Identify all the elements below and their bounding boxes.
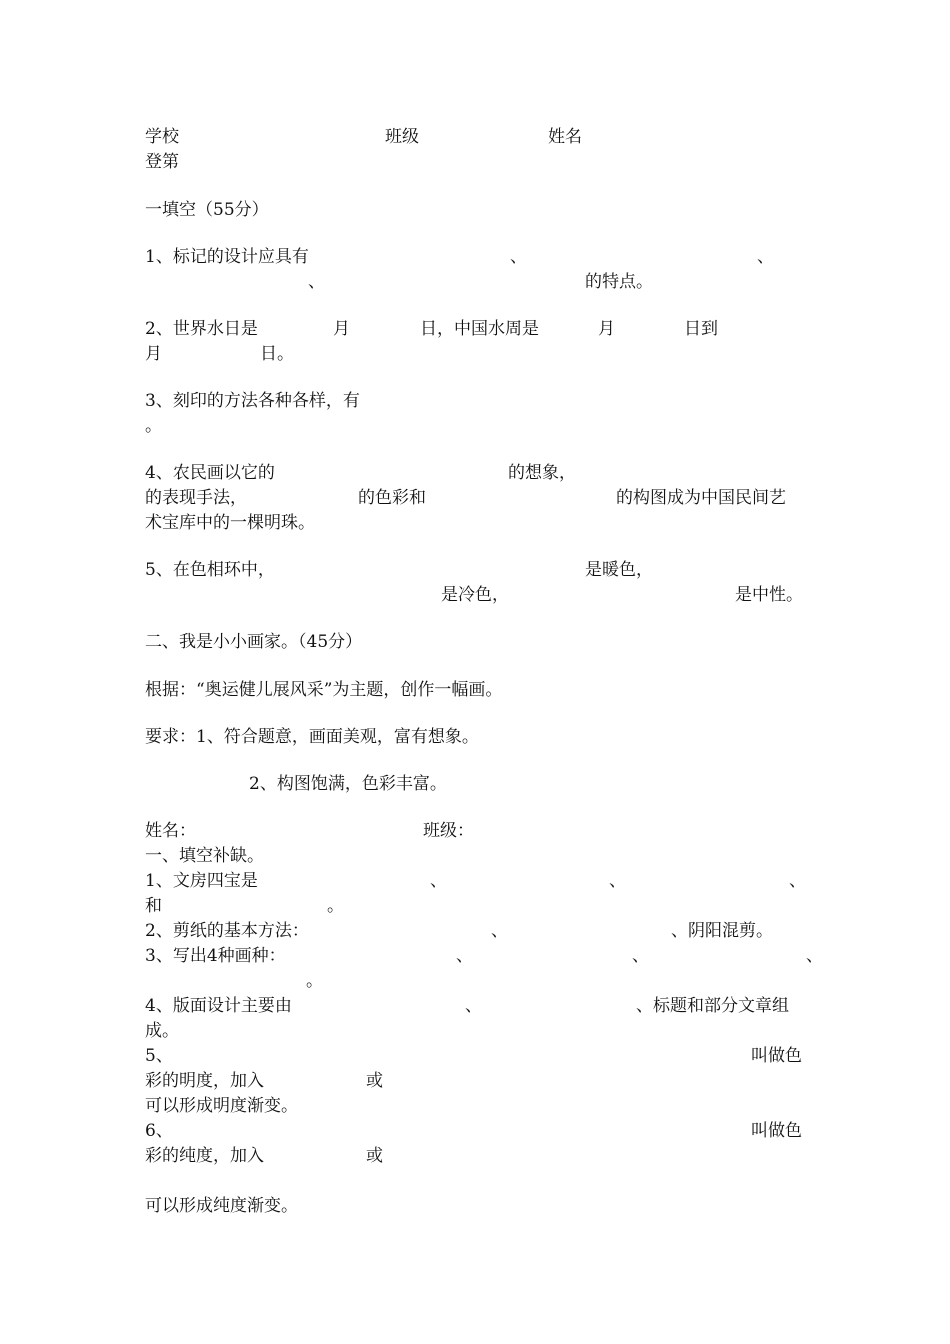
- q5-text-d: 是中性。: [735, 585, 803, 605]
- p3-q6-text-b: 叫做色: [751, 1121, 802, 1141]
- q1-text-c: 、: [757, 247, 774, 267]
- p3-q4-text-b: 、: [465, 996, 482, 1016]
- p3-q5-text-b: 叫做色: [751, 1046, 802, 1066]
- q4-text-f: 术宝库中的一棵明珠。: [145, 513, 315, 533]
- p3-q5-text-a: 5、: [145, 1046, 173, 1066]
- p3-q6-text-e: 可以形成纯度渐变。: [145, 1196, 298, 1216]
- name-label: 姓名: [548, 127, 582, 147]
- p3-q1-text-b: 、: [430, 871, 447, 891]
- p3-q5-text-d: 或: [366, 1071, 383, 1091]
- part2-requirement-1: 要求：1、符合题意，画面美观，富有想象。: [145, 727, 479, 747]
- p3-q6-text-c: 彩的纯度，加入: [145, 1146, 264, 1166]
- q2-text-e: 日到: [684, 319, 718, 339]
- part2-requirement-2: 2、构图饱满，色彩丰富。: [249, 774, 447, 794]
- p3-q1-text-a: 1、文房四宝是: [145, 871, 258, 891]
- p3-q1-text-d: 、: [789, 871, 806, 891]
- p3-q4-text-d: 成。: [145, 1021, 179, 1041]
- q2-text-f: 月: [145, 344, 162, 364]
- q1-text-e: 的特点。: [585, 272, 653, 292]
- q4-text-e: 的构图成为中国民间艺: [616, 488, 786, 508]
- q2-text-b: 月: [333, 319, 350, 339]
- q2-text-d: 月: [598, 319, 615, 339]
- part1-title: 一填空（55分）: [145, 200, 269, 220]
- p3-q1-text-c: 、: [609, 871, 626, 891]
- part3-name-label: 姓名：: [145, 821, 196, 841]
- p3-q1-text-f: 。: [327, 896, 344, 916]
- q3-text-a: 3、刻印的方法各种各样，有: [145, 391, 360, 411]
- rank-label: 登第: [145, 152, 179, 172]
- school-label: 学校: [145, 127, 179, 147]
- q3-text-b: 。: [145, 416, 162, 436]
- p3-q3-text-e: 。: [306, 971, 323, 991]
- q2-text-c: 日，中国水周是: [420, 319, 539, 339]
- p3-q5-text-e: 可以形成明度渐变。: [145, 1096, 298, 1116]
- q4-text-a: 4、农民画以它的: [145, 463, 275, 483]
- q1-text-b: 、: [510, 247, 527, 267]
- p3-q6-text-a: 6、: [145, 1121, 173, 1141]
- p3-q3-text-c: 、: [632, 946, 649, 966]
- p3-q3-text-b: 、: [456, 946, 473, 966]
- p3-q4-text-a: 4、版面设计主要由: [145, 996, 292, 1016]
- part3-title: 一、填空补缺。: [145, 846, 264, 866]
- q4-text-c: 的表现手法，: [145, 488, 247, 508]
- p3-q3-text-d: 、: [806, 946, 823, 966]
- q5-text-c: 是冷色，: [441, 585, 509, 605]
- q1-text-a: 1、标记的设计应具有: [145, 247, 309, 267]
- p3-q1-text-e: 和: [145, 896, 162, 916]
- part2-prompt: 根据：“奥运健儿展风采”为主题，创作一幅画。: [145, 680, 503, 700]
- part3-class-label: 班级：: [423, 821, 474, 841]
- p3-q5-text-c: 彩的明度，加入: [145, 1071, 264, 1091]
- q2-text-a: 2、世界水日是: [145, 319, 258, 339]
- p3-q2-text-c: 、阴阳混剪。: [671, 921, 773, 941]
- q1-text-d: 、: [308, 272, 325, 292]
- p3-q3-text-a: 3、写出4种画种：: [145, 946, 286, 966]
- p3-q4-text-c: 、标题和部分文章组: [636, 996, 789, 1016]
- q5-text-b: 是暖色，: [585, 560, 653, 580]
- q5-text-a: 5、在色相环中，: [145, 560, 275, 580]
- p3-q2-text-a: 2、剪纸的基本方法：: [145, 921, 309, 941]
- class-label: 班级: [385, 127, 419, 147]
- p3-q6-text-d: 或: [366, 1146, 383, 1166]
- part2-title: 二、我是小小画家。（45分）: [145, 632, 363, 652]
- q2-text-g: 日。: [260, 344, 294, 364]
- p3-q2-text-b: 、: [491, 921, 508, 941]
- q4-text-d: 的色彩和: [358, 488, 426, 508]
- q4-text-b: 的想象，: [508, 463, 576, 483]
